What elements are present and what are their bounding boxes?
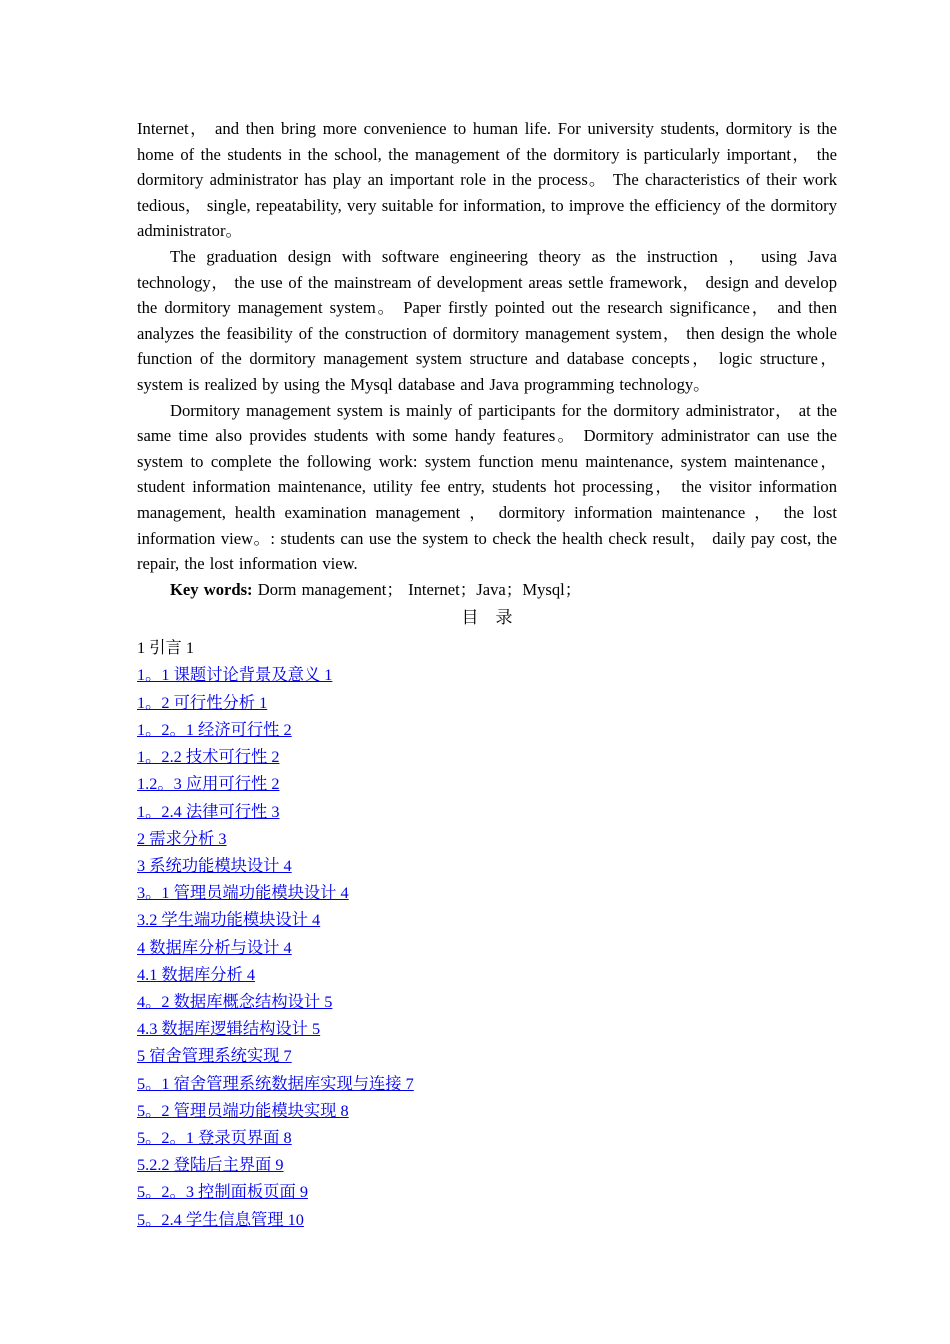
keywords-line xyxy=(137,577,837,603)
toc-link[interactable]: 2 需求分析 3 xyxy=(137,828,227,848)
toc-entry: 1 引言 1 xyxy=(137,638,194,658)
toc-link[interactable]: 1.2。3 应用可行性 2 xyxy=(137,774,280,794)
paragraph: The graduation design with software engineering theory as the instruction ， using Java technology， the use of the mainstream of development areas settle framework， design and develop the dormitory management system。 Paper firstly pointed out the research significance， and then analyzes the feasibility of the construction of dormitory management system， then design the whole function of the dormitory management system structure and database concepts， logic structure， system is realized by using the Mysql database and Java programming technology。 xyxy=(137,246,837,394)
keywords-label: Key words: xyxy=(170,579,253,599)
toc-link[interactable]: 5。2。1 登录页界面 8 xyxy=(137,1127,292,1147)
toc-link[interactable]: 5。1 宿舍管理系统数据库实现与连接 7 xyxy=(137,1073,414,1093)
toc-link[interactable]: 3.2 学生端功能模块设计 4 xyxy=(137,910,321,930)
body-paragraphs xyxy=(137,116,837,577)
toc-link[interactable]: 1。1 课题讨论背景及意义 1 xyxy=(137,665,333,685)
toc-link[interactable]: 5。2。3 控制面板页面 9 xyxy=(137,1182,308,1202)
toc-link[interactable]: 1。2.2 技术可行性 2 xyxy=(137,747,280,767)
toc-link[interactable]: 4。2 数据库概念结构设计 5 xyxy=(137,991,333,1011)
toc-link[interactable]: 1。2 可行性分析 1 xyxy=(137,692,268,712)
toc-link[interactable]: 4.3 数据库逻辑结构设计 5 xyxy=(137,1019,321,1039)
toc-link[interactable]: 1。2.4 法律可行性 3 xyxy=(137,801,280,821)
toc-link[interactable]: 4 数据库分析与设计 4 xyxy=(137,937,292,957)
toc-title: 目 录 xyxy=(461,608,513,628)
toc-link[interactable]: 5。2 管理员端功能模块实现 8 xyxy=(137,1100,349,1120)
toc-link[interactable]: 1。2。1 经济可行性 2 xyxy=(137,719,292,739)
toc-link[interactable]: 5。2.4 学生信息管理 10 xyxy=(137,1209,304,1229)
toc-link[interactable]: 5.2.2 登陆后主界面 9 xyxy=(137,1155,284,1175)
paragraph: Internet， and then bring more convenience to human life. For university students, dormitory is the home of the students in the school, the management of the dormitory is particularly important， the dormitory administrator has play an important role in the process。 The characteristics of their work tedious， single, repeatability, very suitable for information, to improve the efficiency of the dormitory administrator。 xyxy=(137,119,837,241)
toc-link[interactable]: 3 系统功能模块设计 4 xyxy=(137,855,292,875)
toc-link[interactable]: 4.1 数据库分析 4 xyxy=(137,964,256,984)
toc-link[interactable]: 5 宿舍管理系统实现 7 xyxy=(137,1046,292,1066)
keywords-text: Dorm management； Internet；Java；Mysql； xyxy=(252,579,582,599)
toc-link[interactable]: 3。1 管理员端功能模块设计 4 xyxy=(137,883,349,903)
paragraph: Dormitory management system is mainly of participants for the dormitory administrator， at the same time also provides students with some handy features。 Dormitory administrator can use the system to complete the following work: system function menu maintenance, system maintenance， student information maintenance, utility fee entry, students hot processing， the visitor information management, health examination management ， dormitory information maintenance ， the lost information view。: students can use the system to check the health check result， daily pay cost, the repair, the lost information view. xyxy=(137,400,837,574)
toc-list xyxy=(137,634,837,1232)
